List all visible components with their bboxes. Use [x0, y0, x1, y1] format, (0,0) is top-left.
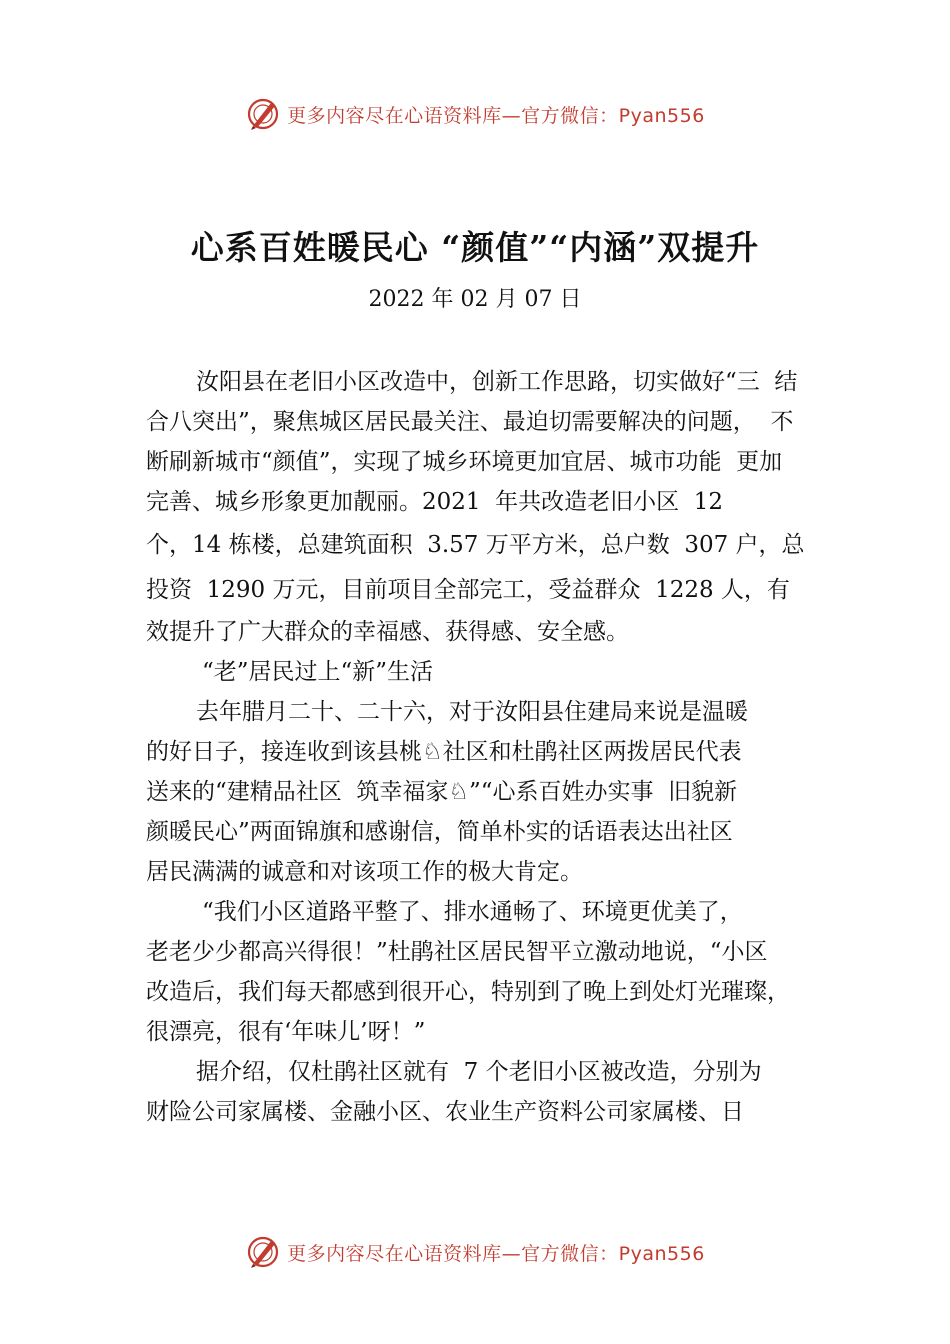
article-line: 效提升了广大群众的幸福感、获得感、安全感。 — [146, 619, 629, 645]
article-line: 个，14 栋楼，总建筑面积 3.57 万平方米，总户数 307 户，总 — [146, 532, 805, 558]
article-line: 完善、城乡形象更加靓丽。2021 年共改造老旧小区 12 — [146, 489, 724, 515]
article-line: 断刷新城市“颜值”，实现了城乡环境更加宜居、城市功能 更加 — [146, 449, 783, 475]
article-line: “我们小区道路平整了、排水通畅了、环境更优美了， — [202, 899, 743, 925]
article-body — [146, 362, 836, 1132]
article-line: 送来的“建精品社区 筑幸福家♘”“心系百姓办实事 旧貌新 — [146, 779, 738, 805]
article-line: 居民满满的诚意和对该项工作的极大肯定。 — [146, 859, 583, 885]
article-line: 的好日子，接连收到该县桃♘社区和杜鹃社区两拨居民代表 — [146, 739, 742, 765]
footer-banner — [0, 1232, 950, 1272]
article-line: 去年腊月二十、二十六，对于汝阳县住建局来说是温暖 — [196, 699, 748, 725]
pen-logo-icon — [245, 96, 281, 132]
article-line: 财险公司家属楼、金融小区、农业生产资料公司家属楼、日 — [146, 1099, 744, 1125]
article-line: 老老少少都高兴得很！”杜鹃社区居民智平立激动地说，“小区 — [146, 939, 768, 965]
section-heading: “老”居民过上“新”生活 — [202, 659, 434, 685]
article-line: 汝阳县在老旧小区改造中，创新工作思路，切实做好“三 结 — [196, 369, 798, 395]
header-banner — [0, 94, 950, 134]
article-line: 投资 1290 万元，目前项目全部完工，受益群众 1228 人，有 — [146, 577, 790, 603]
article-line: 很漂亮，很有‘年味儿’呀！” — [146, 1019, 426, 1045]
article-line: 合八突出”，聚焦城区居民最关注、最迫切需要解决的问题， 不 — [146, 409, 794, 435]
article-line: 颜暖民心”两面锦旗和感谢信，简单朴实的话语表达出社区 — [146, 819, 733, 845]
publish-date: 2022 年 02 月 07 日 — [368, 287, 582, 312]
footer-banner-text: 更多内容尽在心语资料库—官方微信：Pyan556 — [287, 1242, 705, 1265]
header-banner-text: 更多内容尽在心语资料库—官方微信：Pyan556 — [287, 104, 705, 127]
pen-logo-icon — [245, 1234, 281, 1270]
page-title: 心系百姓暖民心 “颜值”“内涵”双提升 — [190, 228, 760, 267]
article-line: 改造后，我们每天都感到很开心，特别到了晚上到处灯光璀璨， — [146, 979, 790, 1005]
article-line: 据介绍，仅杜鹃社区就有 7 个老旧小区被改造，分别为 — [196, 1059, 762, 1085]
